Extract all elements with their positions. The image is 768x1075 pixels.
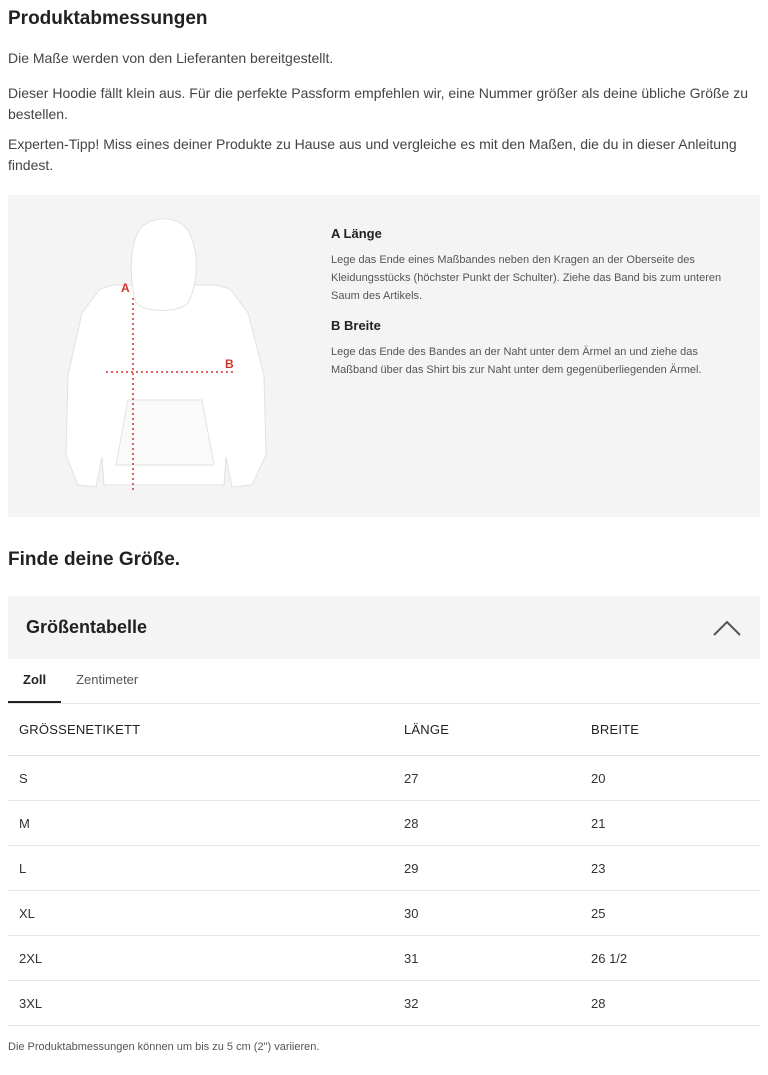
intro-text: Die Maße werden von den Lieferanten bereitgestellt. [8, 50, 334, 66]
chevron-up-icon[interactable] [712, 619, 742, 637]
tab-zentimeter[interactable]: Zentimeter [76, 672, 139, 687]
size-cell: M [8, 801, 393, 846]
width-description: Lege das Ende des Bandes an der Naht unter dem Ärmel an und ziehe das Maßband über das Shirt bis zur Naht unter dem gegenüberliegenden Ärmel. [331, 346, 702, 376]
width-cell: 20 [580, 756, 760, 801]
header-size-label: GRÖSSENETIKETT [8, 704, 393, 756]
measurement-guide [8, 195, 760, 517]
width-cell: 28 [580, 981, 760, 1026]
page-title: Produktabmessungen [8, 8, 208, 29]
length-cell: 27 [393, 756, 580, 801]
width-cell: 23 [580, 846, 760, 891]
table-row [8, 846, 760, 891]
marker-a: A [121, 281, 130, 295]
size-chart-title: Größentabelle [26, 617, 148, 637]
marker-b: B [225, 357, 234, 371]
length-cell: 29 [393, 846, 580, 891]
hoodie-icon [8, 195, 308, 517]
length-cell: 32 [393, 981, 580, 1026]
fit-note: Dieser Hoodie fällt klein aus. Für die perfekte Passform empfehlen wir, eine Nummer größer als deine übliche Größe zu bestellen. [8, 85, 748, 122]
hoodie-illustration [8, 195, 308, 517]
table-header-row [8, 704, 760, 756]
header-width: BREITE [580, 704, 760, 756]
guide-text [308, 195, 760, 517]
size-chart-accordion[interactable] [8, 596, 760, 659]
width-cell: 26 1/2 [580, 936, 760, 981]
size-cell: 3XL [8, 981, 393, 1026]
footnote: Die Produktabmessungen können um bis zu 5 cm (2") variieren. [8, 1041, 320, 1053]
header-length: LÄNGE [393, 704, 580, 756]
expert-tip: Experten-Tipp! Miss eines deiner Produkte zu Hause aus und vergleiche es mit den Maßen, die du in dieser Anleitung findest. [8, 136, 737, 173]
length-title: A Länge [331, 226, 382, 241]
table-row [8, 801, 760, 846]
size-cell: XL [8, 891, 393, 936]
size-cell: L [8, 846, 393, 891]
tab-zoll[interactable]: Zoll [8, 659, 61, 703]
size-cell: S [8, 756, 393, 801]
unit-tabs [8, 659, 760, 704]
table-row [8, 756, 760, 801]
size-cell: 2XL [8, 936, 393, 981]
table-row [8, 891, 760, 936]
find-size-title: Finde deine Größe. [8, 549, 181, 570]
length-cell: 31 [393, 936, 580, 981]
table-row [8, 936, 760, 981]
length-cell: 28 [393, 801, 580, 846]
length-description: Lege das Ende eines Maßbandes neben den Kragen an der Oberseite des Kleidungsstücks (höchster Punkt der Schulter). Ziehe das Band bis zum unteren Saum des Artikels. [331, 254, 722, 302]
width-cell: 21 [580, 801, 760, 846]
table-row [8, 981, 760, 1026]
width-title: B Breite [331, 318, 381, 333]
length-cell: 30 [393, 891, 580, 936]
size-table [8, 704, 760, 1026]
width-cell: 25 [580, 891, 760, 936]
